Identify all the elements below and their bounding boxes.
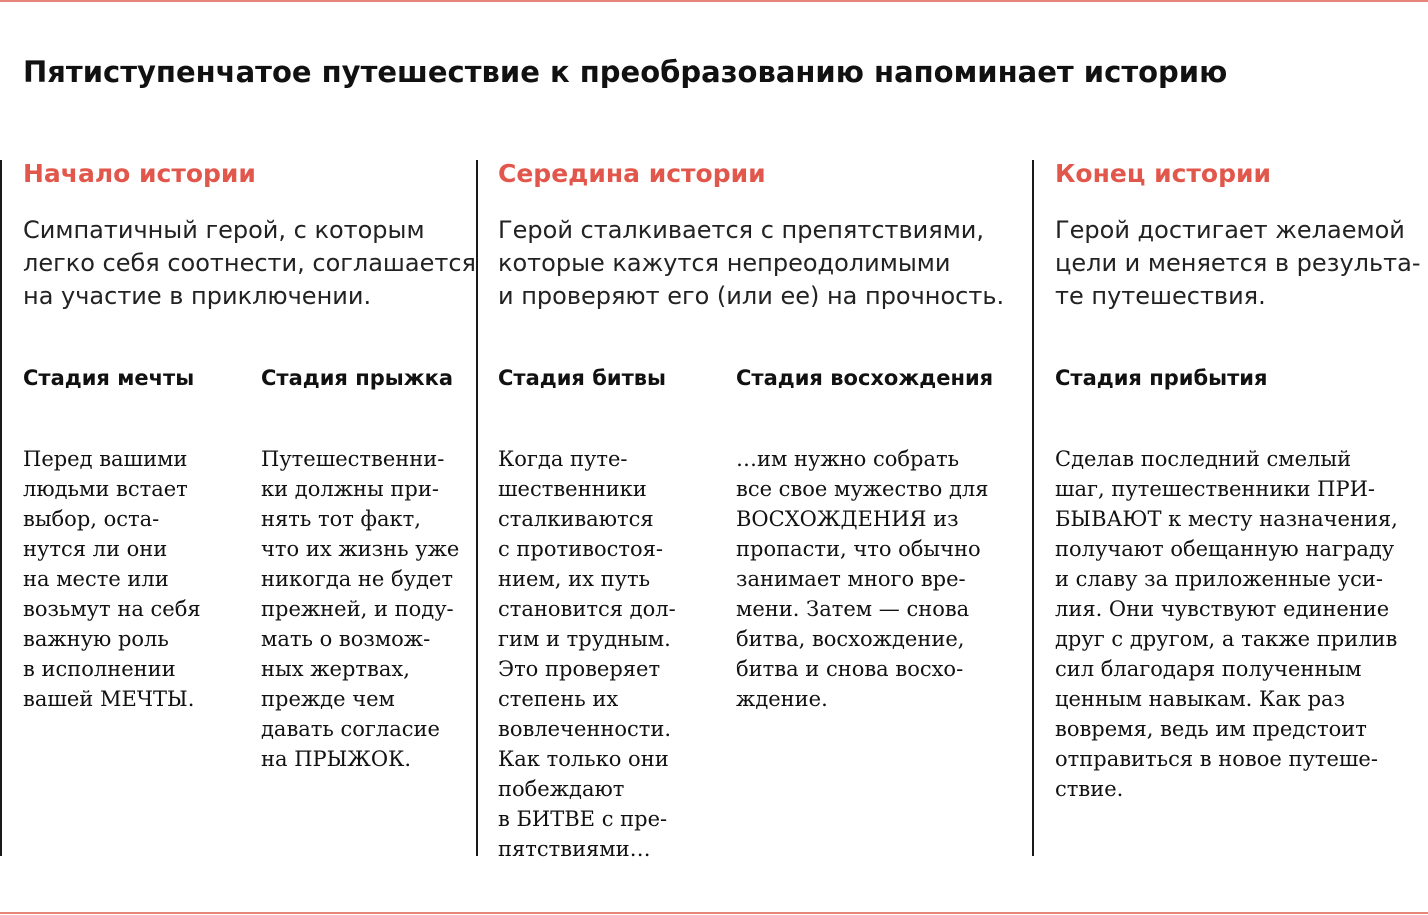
column-divider-right bbox=[1032, 160, 1034, 856]
stage-title: Стадия прибытия bbox=[1055, 366, 1268, 390]
stage-title: Стадия битвы bbox=[498, 366, 667, 390]
stage-title: Стадия мечты bbox=[23, 366, 195, 390]
stage-text: …им нужно собрать все свое мужество для ВОСХОЖДЕНИЯ из пропасти, что обычно занимает много вре- мени. Затем — снова битва, восхождение, битва и снова восхо- ждение. bbox=[736, 447, 989, 711]
section-description: Симпатичный герой, с которым легко себя соотнести, соглашается на участие в приключении. bbox=[23, 216, 476, 310]
column-divider-left bbox=[0, 160, 2, 856]
bottom-accent-rule bbox=[0, 912, 1428, 914]
section-heading: Начало истории bbox=[23, 159, 256, 188]
stage-title: Стадия прыжка bbox=[261, 366, 454, 390]
column-divider-middle bbox=[476, 160, 478, 856]
section-description: Герой сталкивается с препятствиями, которые кажутся непреодолимыми и проверяют его (или ее) на прочность. bbox=[498, 216, 1005, 310]
stage-text: Путешественни- ки должны при- нять тот факт, что их жизнь уже никогда не будет прежней, и поду- мать о возмож- ных жертвах, прежде чем давать согласие на ПРЫЖОК. bbox=[261, 447, 460, 771]
page-title: Пятиступенчатое путешествие к преобразованию напоминает историю bbox=[23, 55, 1228, 89]
stage-text: Перед вашими людьми встает выбор, оста- нутся ли они на месте или возьмут на себя важную роль в исполнении вашей МЕЧТЫ. bbox=[23, 447, 201, 711]
top-accent-rule bbox=[0, 0, 1428, 2]
stage-text: Когда путе- шественники сталкиваются с противостоя- нием, их путь становится дол- гим и трудным. Это проверяет степень их вовлеченности. Как только они побеждают в БИТВЕ с пре- пятствиями… bbox=[498, 447, 676, 861]
section-description: Герой достигает желаемой цели и меняется в результа- те путешествия. bbox=[1055, 216, 1421, 310]
stage-title: Стадия восхождения bbox=[736, 366, 994, 390]
section-heading: Конец истории bbox=[1055, 159, 1272, 188]
stage-text: Сделав последний смелый шаг, путешественники ПРИ- БЫВАЮТ к месту назначения, получают обещанную награду и славу за приложенные уси- лия. Они чувствуют единение друг с другом, а также прилив сил благодаря полученным ценным навыкам. Как раз вовремя, ведь им предстоит отправиться в новое путеше- ствие. bbox=[1055, 447, 1398, 801]
section-heading: Середина истории bbox=[498, 159, 766, 188]
